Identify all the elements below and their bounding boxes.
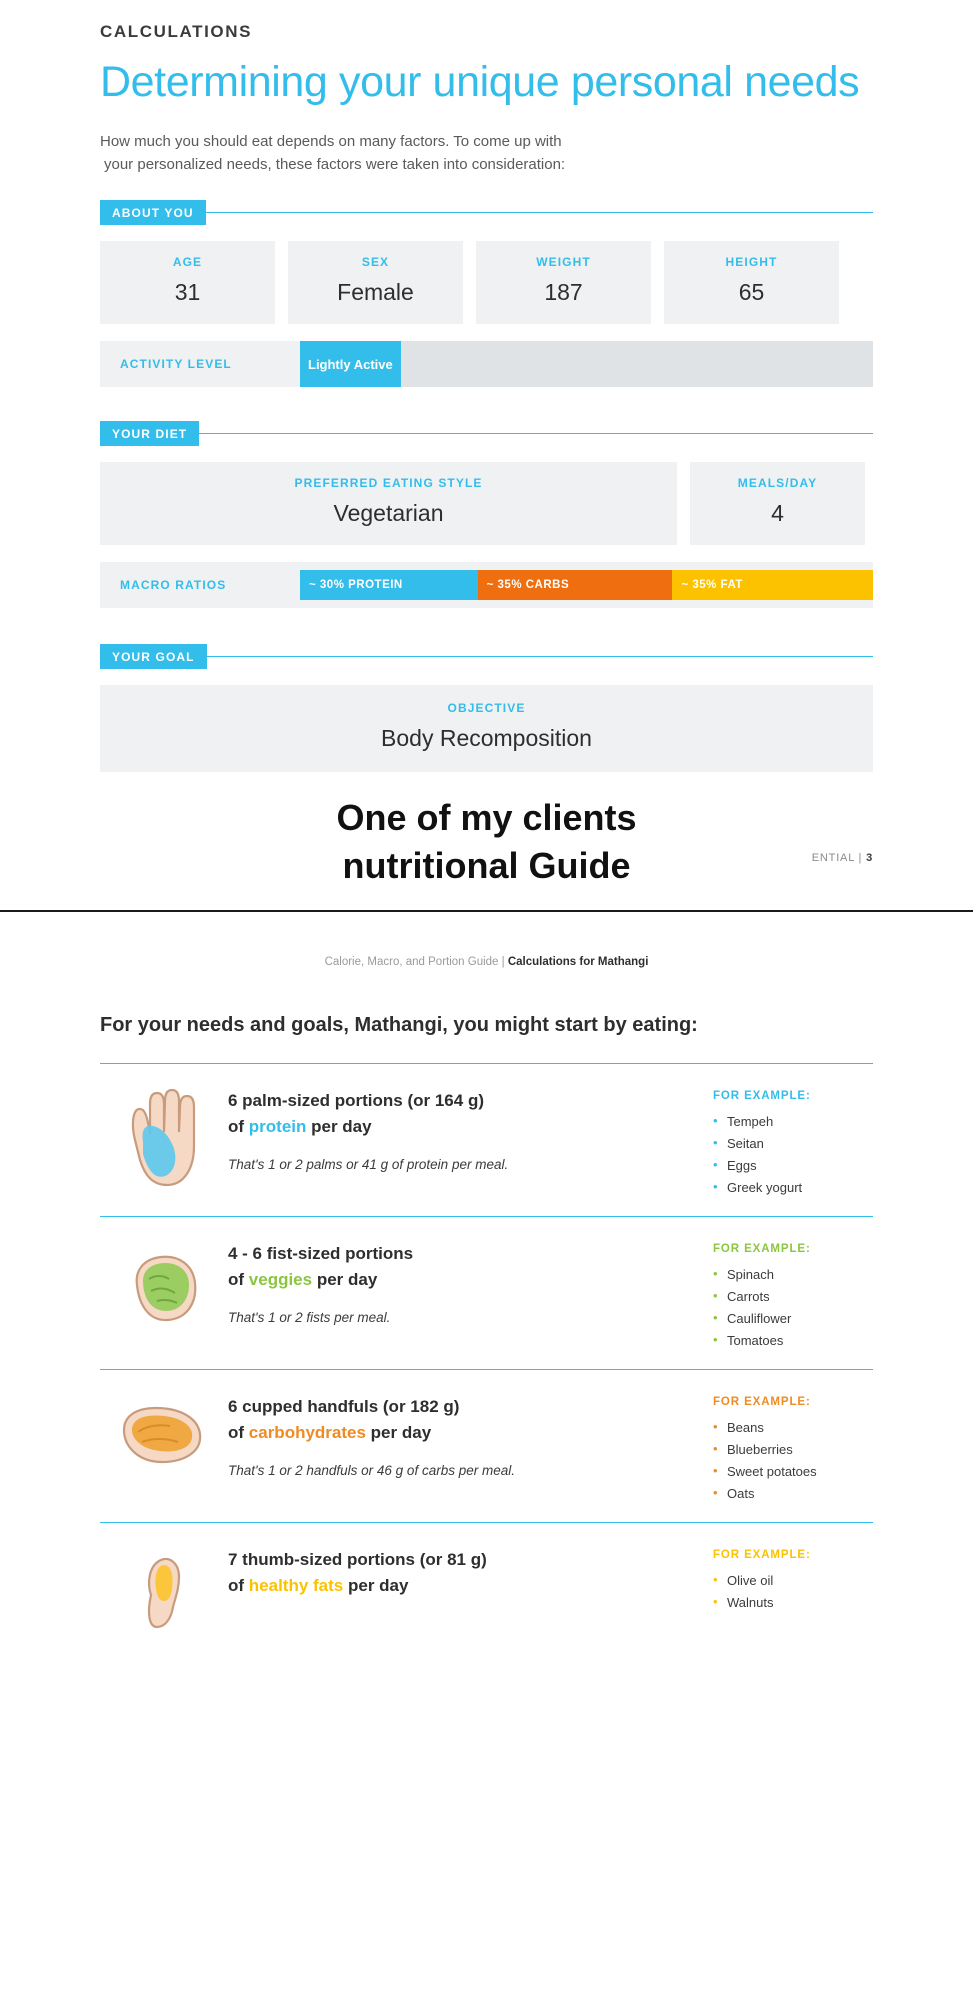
calculations-page	[0, 0, 973, 912]
food-row	[100, 1522, 873, 1653]
list-item: • Olive oil	[713, 1573, 873, 1588]
macro-ratios-bar	[300, 570, 873, 600]
examples-list	[713, 1267, 873, 1348]
footer-label: ENTIAL |	[811, 852, 867, 864]
overlay-caption	[100, 794, 873, 889]
food-examples	[713, 1541, 873, 1617]
section-header-about-you	[100, 200, 873, 225]
list-item: • Greek yogurt	[713, 1180, 873, 1195]
intro-line-2: your personalized needs, these factors were taken into consideration:	[104, 156, 566, 174]
food-line-1: 4 - 6 fist-sized portions	[228, 1244, 414, 1263]
about-you-cards	[100, 241, 873, 324]
food-nutrient-name: carbohydrates	[248, 1423, 366, 1443]
food-nutrient-name: healthy fats	[248, 1576, 344, 1596]
macro-segment-carbs: ~ 35% CARBS	[478, 570, 673, 600]
food-line-1: 6 cupped handfuls (or 182 g)	[228, 1397, 460, 1416]
food-line-2	[228, 1114, 699, 1140]
macro-segment-protein: ~ 30% PROTEIN	[300, 570, 478, 600]
section-tag-your-diet: YOUR DIET	[100, 421, 199, 446]
examples-list	[713, 1114, 873, 1195]
card-weight-label: WEIGHT	[536, 255, 591, 270]
food-description	[228, 1541, 713, 1600]
page-kicker: CALCULATIONS	[100, 22, 253, 41]
list-item: • Walnuts	[713, 1595, 873, 1610]
examples-heading: FOR EXAMPLE:	[713, 1549, 811, 1561]
food-line-2-post: per day	[306, 1117, 372, 1137]
card-meals-label: MEALS/DAY	[737, 476, 818, 491]
card-meals-value: 4	[771, 500, 784, 527]
food-line-2	[228, 1267, 699, 1293]
card-objective-label: OBJECTIVE	[447, 701, 526, 716]
activity-level-row	[100, 341, 873, 387]
food-line-1: 7 thumb-sized portions (or 81 g)	[228, 1550, 487, 1569]
card-weight	[476, 241, 651, 324]
activity-level-track	[300, 341, 873, 387]
macro-ratios-row	[100, 562, 873, 608]
thumb-hand-icon	[100, 1541, 228, 1639]
list-item: • Seitan	[713, 1136, 873, 1151]
section-rule	[206, 212, 873, 213]
food-note: That's 1 or 2 palms or 41 g of protein per meal.	[228, 1156, 509, 1172]
intro-line-1: How much you should eat depends on many factors. To come up with	[100, 132, 562, 150]
list-item: • Carrots	[713, 1289, 873, 1304]
food-line-2-pre: of	[228, 1117, 249, 1137]
cupped-hand-icon	[100, 1388, 228, 1476]
food-line-2-post: per day	[365, 1423, 432, 1443]
examples-heading: FOR EXAMPLE:	[713, 1243, 811, 1255]
examples-list	[713, 1420, 873, 1501]
page-title: Determining your unique personal needs	[100, 58, 860, 106]
card-height-label: HEIGHT	[725, 255, 778, 270]
activity-level-label: ACTIVITY LEVEL	[120, 357, 232, 372]
list-item: • Tempeh	[713, 1114, 873, 1129]
macro-ratios-label: MACRO RATIOS	[120, 578, 227, 593]
food-line-2	[228, 1573, 699, 1599]
list-item: • Eggs	[713, 1158, 873, 1173]
list-item: • Beans	[713, 1420, 873, 1435]
examples-heading: FOR EXAMPLE:	[713, 1396, 811, 1408]
list-item: • Tomatoes	[713, 1333, 873, 1348]
card-age	[100, 241, 275, 324]
card-height-value: 65	[738, 279, 765, 306]
list-item: • Sweet potatoes	[713, 1464, 873, 1479]
food-line-2-pre: of	[228, 1576, 249, 1596]
section-tag-your-goal: YOUR GOAL	[100, 644, 207, 669]
section-rule	[207, 656, 873, 657]
section-header-your-goal	[100, 644, 873, 669]
section-tag-about-you: ABOUT YOU	[100, 200, 206, 225]
food-row	[100, 1216, 873, 1369]
card-height	[664, 241, 839, 324]
list-item: • Oats	[713, 1486, 873, 1501]
food-line-1: 6 palm-sized portions (or 164 g)	[228, 1091, 484, 1110]
breadcrumb-right: Calculations for Mathangi	[507, 956, 649, 968]
list-item: • Blueberries	[713, 1442, 873, 1457]
macro-segment-fat: ~ 35% FAT	[672, 570, 873, 600]
activity-level-value: Lightly Active	[300, 341, 401, 387]
breadcrumb-left: Calorie, Macro, and Portion Guide |	[324, 956, 508, 968]
footer-page-number: 3	[866, 852, 873, 864]
card-age-label: AGE	[172, 255, 203, 270]
food-description	[228, 1082, 713, 1172]
food-note: That's 1 or 2 handfuls or 46 g of carbs per meal.	[228, 1462, 515, 1478]
page-footer	[812, 852, 873, 864]
card-objective-value: Body Recomposition	[381, 725, 592, 752]
section-rule	[199, 433, 873, 434]
food-description	[228, 1235, 713, 1325]
food-line-2-post: per day	[312, 1270, 378, 1290]
examples-list	[713, 1573, 873, 1610]
list-item: • Spinach	[713, 1267, 873, 1282]
card-age-value: 31	[174, 279, 201, 306]
food-line-2	[228, 1420, 699, 1446]
examples-heading: FOR EXAMPLE:	[713, 1090, 811, 1102]
food-row	[100, 1063, 873, 1216]
card-sex-value: Female	[337, 279, 414, 306]
section-header-your-diet	[100, 421, 873, 446]
food-line-2-pre: of	[228, 1423, 249, 1443]
open-palm-hand-icon	[100, 1082, 228, 1192]
food-nutrient-name: veggies	[248, 1270, 313, 1290]
food-nutrient-name: protein	[248, 1117, 307, 1137]
diet-cards	[100, 462, 873, 545]
card-meals-per-day	[690, 462, 865, 545]
card-sex	[288, 241, 463, 324]
overlay-caption-line-2: nutritional Guide	[342, 844, 631, 886]
food-examples	[713, 1082, 873, 1202]
food-line-2-post: per day	[343, 1576, 409, 1596]
portions-title: For your needs and goals, Mathangi, you might start by eating:	[100, 1014, 698, 1036]
intro-paragraph	[100, 130, 873, 177]
card-weight-value: 187	[544, 279, 583, 306]
fist-hand-icon	[100, 1235, 228, 1337]
card-eating-style	[100, 462, 677, 545]
food-row	[100, 1369, 873, 1522]
list-item: • Cauliflower	[713, 1311, 873, 1326]
card-eating-style-value: Vegetarian	[333, 500, 444, 527]
portions-page	[0, 912, 973, 1653]
food-examples	[713, 1235, 873, 1355]
food-note: That's 1 or 2 fists per meal.	[228, 1309, 391, 1325]
card-objective	[100, 685, 873, 772]
overlay-caption-line-1: One of my clients	[336, 797, 637, 839]
food-description	[228, 1388, 713, 1478]
food-line-2-pre: of	[228, 1270, 249, 1290]
breadcrumb	[100, 956, 873, 968]
food-examples	[713, 1388, 873, 1508]
card-eating-style-label: PREFERRED EATING STYLE	[294, 476, 483, 491]
card-sex-label: SEX	[361, 255, 390, 270]
